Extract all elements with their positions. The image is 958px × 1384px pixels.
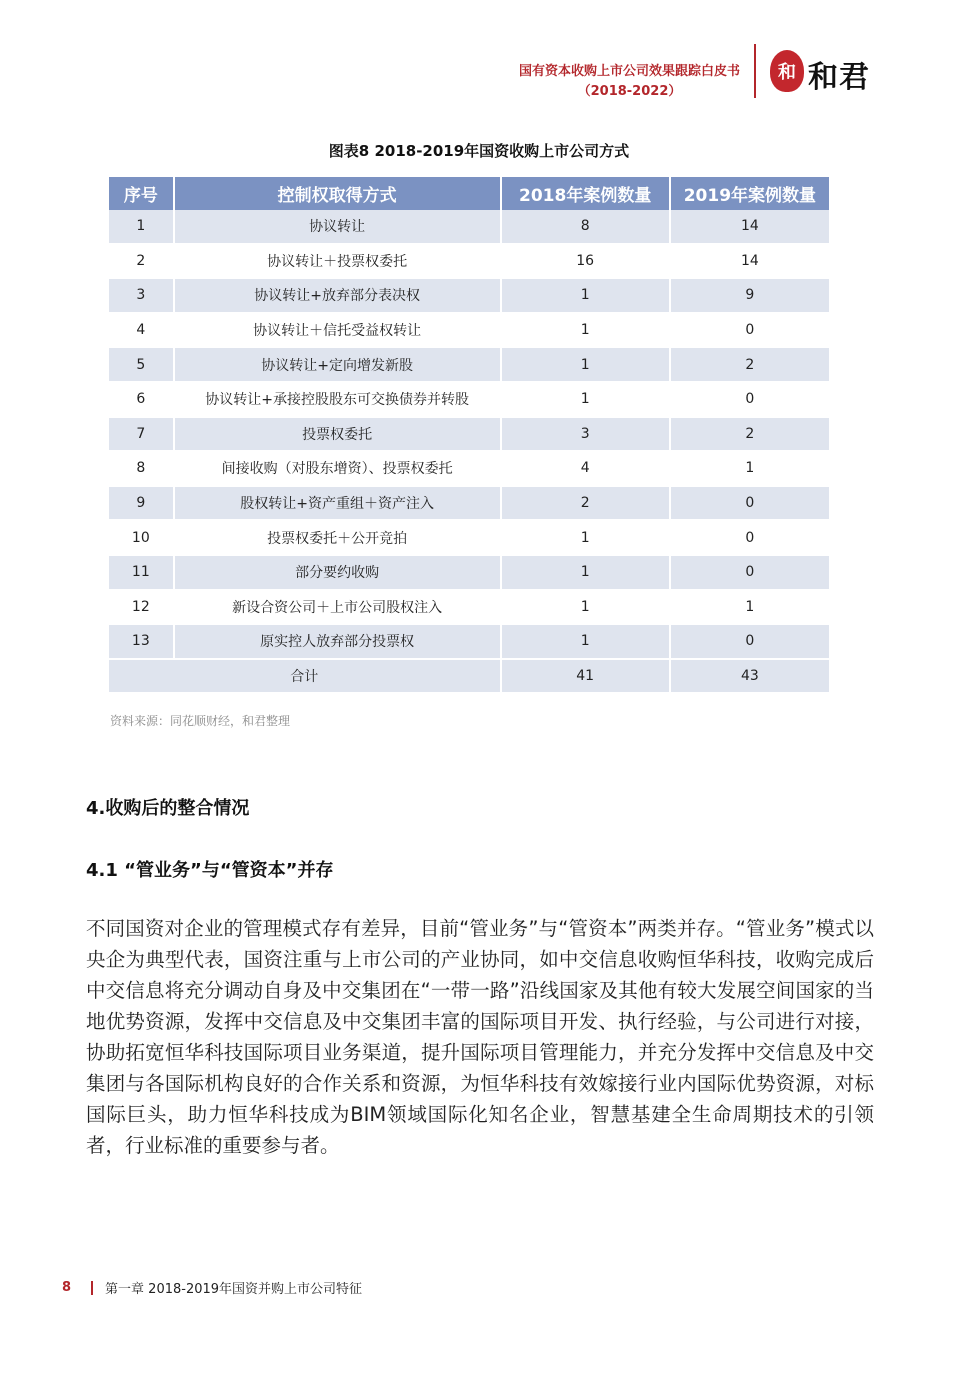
table-cell: 1 [501, 590, 670, 625]
table-cell: 16 [501, 244, 670, 279]
table-row [109, 278, 829, 313]
table-cell: 协议转让+定向增发新股 [174, 347, 501, 382]
table-cell: 12 [109, 590, 174, 625]
page-number: 8 [62, 1280, 72, 1295]
table-cell: 11 [109, 555, 174, 590]
table-cell: 2 [109, 244, 174, 279]
table-cell: 间接收购（对股东增资）、投票权委托 [174, 451, 501, 486]
table-cell: 6 [109, 382, 174, 417]
table-row [109, 451, 829, 486]
table-cell: 10 [109, 520, 174, 555]
table-total-row [109, 659, 829, 694]
table-cell: 1 [670, 590, 829, 625]
table-row [109, 590, 829, 625]
table-cell: 1 [109, 210, 174, 244]
table-cell: 新设合资公司＋上市公司股权注入 [174, 590, 501, 625]
table-cell: 0 [670, 313, 829, 348]
header-title-line1: 国有资本收购上市公司效果跟踪白皮书 [518, 64, 740, 79]
table-cell: 14 [670, 210, 829, 244]
table-row [109, 210, 829, 244]
table-cell: 9 [670, 278, 829, 313]
table-cell: 0 [670, 382, 829, 417]
table-cell: 1 [501, 555, 670, 590]
table-cell: 3 [109, 278, 174, 313]
table-cell: 4 [501, 451, 670, 486]
table-row [109, 486, 829, 521]
table-cell: 0 [670, 555, 829, 590]
column-header: 序号 [109, 177, 174, 210]
table-cell: 1 [670, 451, 829, 486]
page-footer [62, 1278, 362, 1297]
table-cell: 协议转让+放弃部分表决权 [174, 278, 501, 313]
total-value: 41 [501, 659, 670, 694]
table-cell: 1 [501, 278, 670, 313]
table-cell: 1 [501, 313, 670, 348]
header-title [519, 62, 740, 102]
table-row [109, 382, 829, 417]
table-cell: 7 [109, 417, 174, 452]
table-cell: 1 [501, 520, 670, 555]
table-cell: 8 [109, 451, 174, 486]
table-cell: 协议转让＋信托受益权转让 [174, 313, 501, 348]
table-cell: 1 [501, 347, 670, 382]
table-row [109, 624, 829, 659]
header-title-line2: （2018-2022） [577, 84, 682, 99]
table-cell: 原实控人放弃部分投票权 [174, 624, 501, 659]
figure-title: 图表8 2018-2019年国资收购上市公司方式 [328, 142, 630, 160]
table-cell: 协议转让+承接控股股东可交换债券并转股 [174, 382, 501, 417]
table-cell: 5 [109, 347, 174, 382]
footer-divider [91, 1281, 93, 1295]
total-value: 43 [670, 659, 829, 694]
table-cell: 13 [109, 624, 174, 659]
table-body [109, 210, 829, 693]
section-heading: 4.收购后的整合情况 [86, 798, 250, 819]
table-cell: 投票权委托 [174, 417, 501, 452]
figure-source: 资料来源：同花顺财经，和君整理 [110, 714, 291, 728]
acquisition-methods-table [109, 177, 829, 694]
table-cell: 1 [501, 624, 670, 659]
table-cell: 部分要约收购 [174, 555, 501, 590]
table-cell: 协议转让 [174, 210, 501, 244]
table-cell: 0 [670, 486, 829, 521]
table-row [109, 347, 829, 382]
brand-logo-text: 和君 [808, 60, 870, 95]
column-header: 2019年案例数量 [670, 177, 829, 210]
table-cell: 股权转让+资产重组＋资产注入 [174, 486, 501, 521]
table-row [109, 313, 829, 348]
table-cell: 9 [109, 486, 174, 521]
table-cell: 1 [501, 382, 670, 417]
table-cell: 2 [670, 347, 829, 382]
body-paragraph: 不同国资对企业的管理模式存有差异，目前“管业务”与“管资本”两类并存。“管业务”模式以央企为典型代表，国资注重与上市公司的产业协同，如中交信息收购恒华科技，收购完成后中交信息将充分调动自身及中交集团在“一带一路”沿线国家及其他有较大发展空间国家的当地优势资源，发挥中交信息及中交集团丰富的国际项目开发、执行经验，与公司进行对接，协助拓宽恒华科技国际项目业务渠道，提升国际项目管理能力，并充分发挥中交信息及中交集团与各国际机构良好的合作关系和资源，为恒华科技有效嫁接行业内国际优势资源，对标国际巨头，助力恒华科技成为BIM领域国际化知名企业，智慧基建全生命周期技术的引领者，行业标准的重要参与者。 [86, 917, 874, 1157]
table-cell: 2 [670, 417, 829, 452]
table-row [109, 555, 829, 590]
subsection-heading: 4.1 “管业务”与“管资本”并存 [86, 860, 334, 881]
table-cell: 14 [670, 244, 829, 279]
column-header: 控制权取得方式 [174, 177, 501, 210]
table-cell: 2 [501, 486, 670, 521]
brand-seal-logo: 和 [770, 50, 804, 92]
table-cell: 3 [501, 417, 670, 452]
table-cell: 0 [670, 624, 829, 659]
footer-chapter: 第一章 2018-2019年国资并购上市公司特征 [105, 1282, 363, 1297]
table-cell: 0 [670, 520, 829, 555]
table-row [109, 417, 829, 452]
table-cell: 8 [501, 210, 670, 244]
total-label: 合计 [109, 659, 501, 694]
table-header-row [109, 177, 829, 210]
header-divider [754, 44, 756, 98]
table-row [109, 520, 829, 555]
column-header: 2018年案例数量 [501, 177, 670, 210]
table-row [109, 244, 829, 279]
table-cell: 投票权委托＋公开竞拍 [174, 520, 501, 555]
table-cell: 4 [109, 313, 174, 348]
table-cell: 协议转让＋投票权委托 [174, 244, 501, 279]
